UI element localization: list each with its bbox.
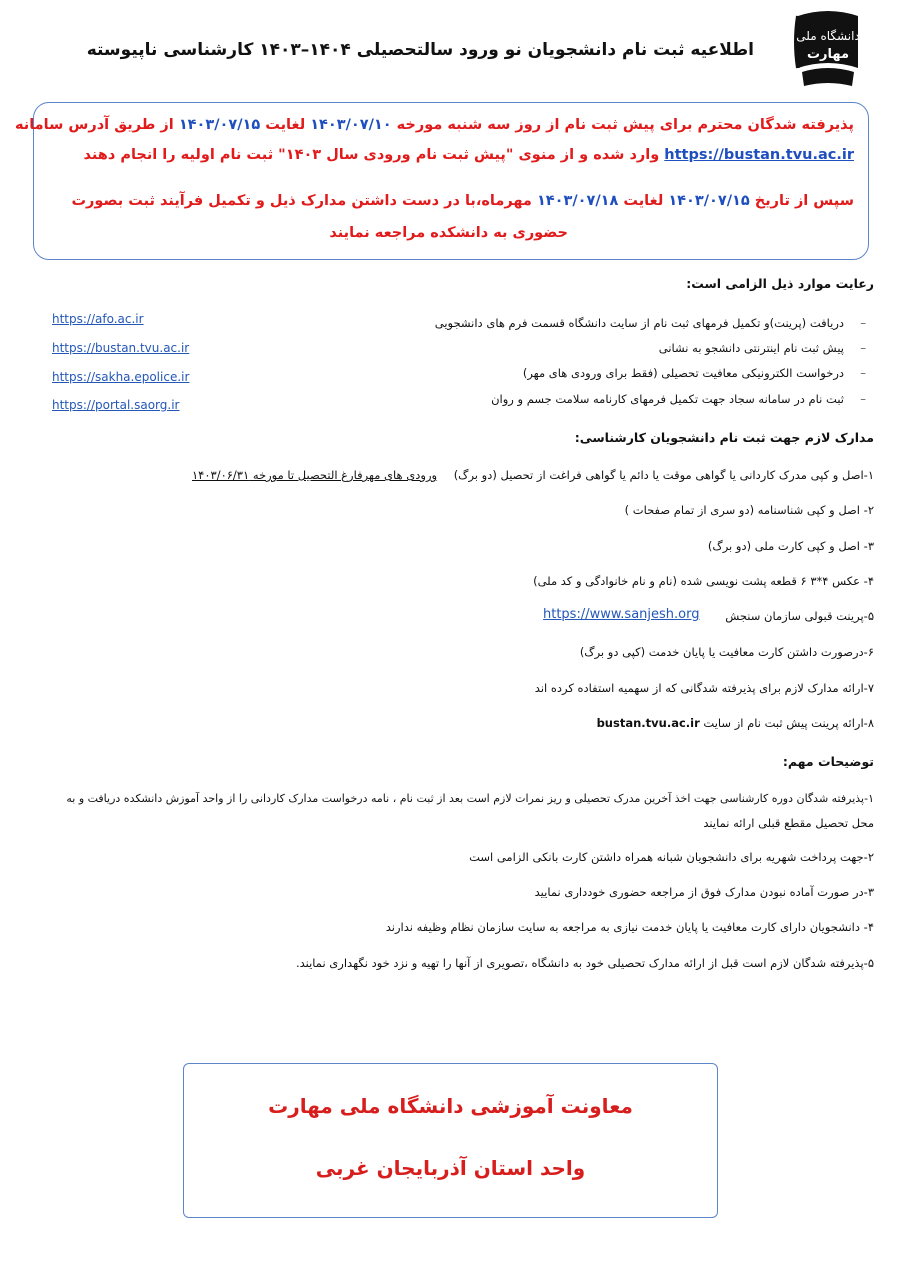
note-item: ۲-جهت پرداخت شهریه برای دانشجویان شبانه همراه داشتن کارت بانکی الزامی است (469, 850, 874, 864)
note-item: ۳-در صورت آماده نبودن مدارک فوق از مراجعه حضوری خودداری نمایید (534, 885, 874, 899)
bustan-link[interactable]: https://bustan.tvu.ac.ir (664, 147, 854, 163)
signature-line-2: واحد استان آذربایجان غربی (315, 1156, 586, 1180)
signature-line-1: معاونت آموزشی دانشگاه ملی مهارت (268, 1094, 633, 1118)
document-item: ۷-ارائه مدارک لازم برای پذیرفته شدگانی که از سهمیه استفاده کرده اند (534, 681, 874, 695)
requirement-item: پیش ثبت نام اینترنتی دانشجو به نشانی – (659, 341, 844, 355)
afo-link[interactable]: https://afo.ac.ir (52, 312, 144, 326)
sanjesh-link[interactable]: https://www.sanjesh.org (543, 607, 700, 622)
note-item: ۴- دانشجویان دارای کارت معافیت یا پایان خدمت نیازی به مراجعه به سایت سازمان نظام وظیفه ندارند (385, 920, 874, 934)
notice-line-1: پذیرفته شدگان محترم برای پیش ثبت نام از روز سه شنبه مورخه ۱۴۰۳/۰۷/۱۰ لغایت ۱۴۰۳/۰۷/۱۵ از طریق آدرس سامانه (14, 117, 854, 133)
saorg-link[interactable]: https://portal.saorg.ir (52, 398, 180, 412)
notice-line-4: حضوری به دانشکده مراجعه نمایند (329, 225, 568, 241)
notes-heading: توضیحات مهم: (782, 754, 874, 769)
document-item: ۳- اصل و کپی کارت ملی (دو برگ) (707, 539, 874, 553)
document-item: ۵-پرینت قبولی سازمان سنجش (725, 609, 874, 623)
bustan-site-text: bustan.tvu.ac.ir (596, 716, 700, 730)
document-item: ۸-ارائه پرینت پیش ثبت نام از سایت bustan.tvu.ac.ir (596, 716, 874, 730)
requirement-item: ثبت نام در سامانه سجاد جهت تکمیل فرمهای کارنامه سلامت جسم و روان – (491, 392, 844, 406)
sakha-link[interactable]: https://sakha.epolice.ir (52, 370, 190, 384)
document-item: ۴- عکس ۴*۳ ۶ قطعه پشت نویسی شده (نام و نام خانوادگی و کد ملی) (533, 574, 874, 588)
notice-box (14, 102, 869, 260)
document-item: ۱-اصل و کپی مدرک کاردانی یا گواهی موقت یا دائم یا گواهی فراغت از تحصیل (دو برگ) (453, 468, 874, 482)
note-item: ۱-پذیرفته شدگان دوره کارشناسی جهت اخذ آخرین مدرک تحصیلی و ریز نمرات لازم است بعد از ثبت نام ، نامه درخواست مدارک کاردانی را از واحد آموزش دانشکده دریافت و به (66, 792, 874, 805)
note-item: ۵-پذیرفته شدگان لازم است قبل از ارائه مدارک تحصیلی خود به دانشگاه ،تصویری از آنها را تهیه و نزد خود نگهداری نمایند. (295, 956, 874, 970)
notice-line-2: https://bustan.tvu.ac.ir وارد شده و از منوی "پیش ثبت نام ورودی سال ۱۴۰۳" ثبت نام اولیه را انجام دهند (83, 147, 854, 163)
svg-text:دانشگاه ملی: دانشگاه ملی (796, 29, 860, 43)
requirement-item: دریافت (پرینت)و تکمیل فرمهای ثبت نام از سایت دانشگاه قسمت فرم های دانشجویی – (435, 316, 844, 330)
svg-text:مهارت: مهارت (806, 47, 850, 62)
university-logo (792, 8, 864, 92)
document-note: ورودی های مهرفارغ التحصیل تا مورخه ۱۴۰۳/۰۶/۳۱ (192, 468, 438, 482)
notice-line-3: سپس از تاریخ ۱۴۰۳/۰۷/۱۵ لغایت ۱۴۰۳/۰۷/۱۸ مهرماه،با در دست داشتن مدارک ذیل و تکمیل فرآیند ثبت بصورت (71, 193, 854, 209)
document-item: ۶-درصورت داشتن کارت معافیت یا پایان خدمت (کپی دو برگ) (579, 645, 874, 659)
requirement-item: درخواست الکترونیکی معافیت تحصیلی (فقط برای ورودی های مهر) – (523, 366, 844, 380)
requirements-heading: رعایت موارد ذیل الزامی است: (686, 276, 874, 291)
note-item: محل تحصیل مقطع قبلی ارائه نمایند (703, 816, 874, 830)
document-item: ۲- اصل و کپی شناسنامه (دو سری از تمام صفحات ) (624, 503, 874, 517)
signature-box (183, 1063, 718, 1218)
page-title: اطلاعیه ثبت نام دانشجویان نو ورود سالتحصیلی ۱۴۰۴–۱۴۰۳ کارشناسی ناپیوسته (86, 40, 754, 60)
bustan-link[interactable]: https://bustan.tvu.ac.ir (52, 341, 190, 355)
documents-heading: مدارک لازم جهت ثبت نام دانشجویان کارشناسی: (574, 430, 874, 445)
